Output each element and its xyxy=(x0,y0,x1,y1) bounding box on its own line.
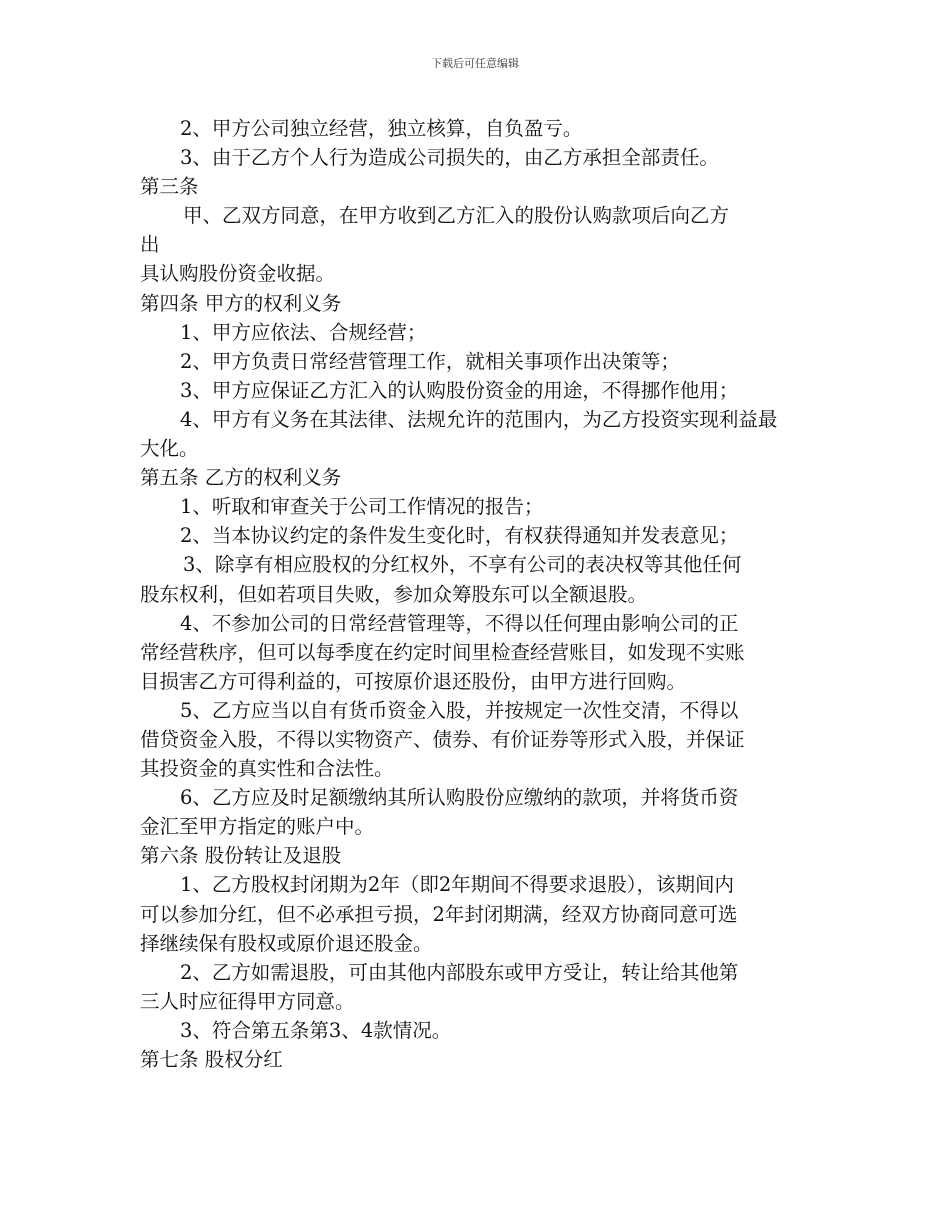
section-heading: 第七条 股权分红 xyxy=(140,1048,283,1071)
text-line: 2、甲方公司独立经营，独立核算，自负盈亏。 xyxy=(180,117,583,140)
text-line: 2、当本协议约定的条件发生变化时，有权获得通知并发表意见； xyxy=(180,524,739,548)
text-line: 3、除享有相应股权的分红权外，不享有公司的表决权等其他任何 xyxy=(183,553,742,577)
text-line: 其投资金的真实性和合法性。 xyxy=(140,757,394,781)
text-line: 常经营秩序，但可以每季度在约定时间里检查经营账目，如发现不实账 xyxy=(140,640,745,664)
text-line: 出 xyxy=(140,233,160,257)
text-line: 目损害乙方可得利益的，可按原价退还股份，由甲方进行回购。 xyxy=(140,669,687,693)
text-line: 3、甲方应保证乙方汇入的认购股份资金的用途，不得挪作他用； xyxy=(180,378,739,402)
text-line: 1、听取和审查关于公司工作情况的报告； xyxy=(180,495,544,519)
section-heading: 第五条 乙方的权利义务 xyxy=(140,466,342,490)
section-heading: 第三条 xyxy=(140,175,199,199)
text-line: 金汇至甲方指定的账户中。 xyxy=(140,815,375,839)
text-line: 2、甲方负责日常经营管理工作，就相关事项作出决策等； xyxy=(180,349,680,373)
section-heading: 第六条 股份转让及退股 xyxy=(140,844,342,868)
text-line: 4、不参加公司的日常经营管理等，不得以任何理由影响公司的正 xyxy=(180,611,739,635)
text-line: 三人时应征得甲方同意。 xyxy=(140,989,355,1013)
text-line: 1、甲方应依法、合规经营； xyxy=(180,320,427,344)
text-line: 4、甲方有义务在其法律、法规允许的范围内，为乙方投资实现利益最 xyxy=(180,407,778,431)
text-line: 可以参加分红，但不必承担亏损，2年封闭期满，经双方协商同意可选 xyxy=(140,902,738,926)
text-line: 大化。 xyxy=(140,437,199,461)
text-line: 借贷资金入股，不得以实物资产、债券、有价证券等形式入股，并保证 xyxy=(140,727,745,751)
text-line: 1、乙方股权封闭期为2年（即2年期间不得要求退股），该期间内 xyxy=(180,873,734,897)
document-body xyxy=(140,114,820,1074)
text-line: 5、乙方应当以自有货币资金入股，并按规定一次性交清，不得以 xyxy=(180,698,739,722)
text-line: 甲、乙双方同意，在甲方收到乙方汇入的股份认购款项后向乙方 xyxy=(183,204,730,228)
text-line: 股东权利，但如若项目失败，参加众筹股东可以全额退股。 xyxy=(140,582,648,606)
section-heading: 第四条 甲方的权利义务 xyxy=(140,291,342,315)
text-line: 3、符合第五条第3、4款情况。 xyxy=(180,1018,452,1042)
text-line: 具认购股份资金收据。 xyxy=(140,262,336,286)
text-line: 3、由于乙方个人行为造成公司损失的，由乙方承担全部责任。 xyxy=(180,146,719,170)
page-header-note: 下载后可任意编辑 xyxy=(431,57,519,70)
text-line: 2、乙方如需退股，可由其他内部股东或甲方受让，转让给其他第 xyxy=(180,960,739,984)
text-line: 择继续保有股权或原价退还股金。 xyxy=(140,931,433,955)
text-line: 6、乙方应及时足额缴纳其所认购股份应缴纳的款项，并将货币资 xyxy=(180,786,739,810)
